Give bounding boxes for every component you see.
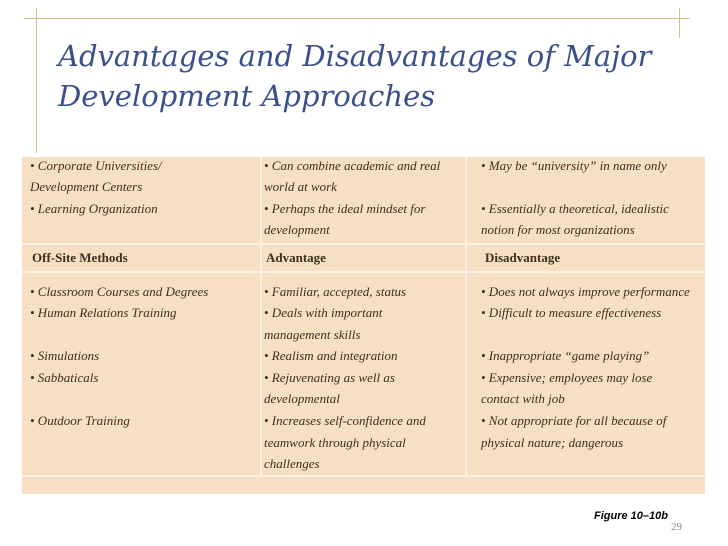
table-cell: • Outdoor Training (30, 413, 130, 428)
slide-title-line-1: Advantages and Disadvantages of Major (58, 39, 652, 73)
table-cell: contact with job (481, 391, 565, 406)
slide-title (58, 36, 658, 116)
table-cell: Development Centers (30, 179, 143, 194)
table-cell: • Corporate Universities/ (30, 158, 162, 173)
table-cell: developmental (264, 391, 340, 406)
comparison-table (22, 157, 705, 494)
table-cell: world at work (264, 179, 337, 194)
header-advantage: Advantage (266, 250, 326, 265)
table-cell: • Inappropriate “game playing” (481, 348, 650, 363)
table-cell: teamwork through physical (264, 435, 406, 450)
table-bottom-rule (22, 475, 705, 477)
table-cell: • Perhaps the ideal mindset for (264, 201, 426, 216)
table-cell: • Learning Organization (30, 201, 158, 216)
table-cell: • Does not always improve performance (481, 284, 690, 299)
column-divider-1 (260, 157, 262, 475)
table-cell: • Can combine academic and real (264, 158, 441, 173)
table-cell: • Not appropriate for all because of (481, 413, 667, 428)
figure-caption: Figure 10–10b (594, 510, 668, 522)
table-cell: • Simulations (30, 348, 100, 363)
table-cell: challenges (264, 456, 320, 471)
table-cell: notion for most organizations (481, 222, 635, 237)
table-cell: • Difficult to measure effectiveness (481, 305, 662, 320)
table-cell: • Essentially a theoretical, idealistic (481, 201, 669, 216)
slide-title-line-2: Development Approaches (58, 79, 436, 113)
header-top-rule (22, 243, 705, 245)
slide-frame-top-rule (24, 18, 690, 19)
table-cell: • Rejuvenating as well as (264, 370, 395, 385)
table-cell: physical nature; dangerous (481, 435, 624, 450)
table-cell: • Realism and integration (264, 348, 398, 363)
slide-frame-right-rule (679, 8, 680, 38)
table-cell: development (264, 222, 330, 237)
slide-frame-left-rule (36, 8, 37, 153)
table-cell: • Increases self-confidence and (264, 413, 426, 428)
table-cell: • Familiar, accepted, status (264, 284, 407, 299)
table-cell: • Human Relations Training (30, 305, 177, 320)
table-cell: • Classroom Courses and Degrees (30, 284, 209, 299)
table-cell: • Sabbaticals (30, 370, 99, 385)
header-bottom-rule (22, 271, 705, 273)
column-divider-2 (465, 157, 467, 475)
table-cell: • Deals with important (264, 305, 383, 320)
header-off-site-methods: Off-Site Methods (32, 250, 128, 265)
table-cell: • May be “university” in name only (481, 158, 667, 173)
table-cell: management skills (264, 327, 361, 342)
table-cell: • Expensive; employees may lose (481, 370, 653, 385)
page-number: 29 (671, 521, 682, 533)
header-disadvantage: Disadvantage (485, 250, 561, 265)
